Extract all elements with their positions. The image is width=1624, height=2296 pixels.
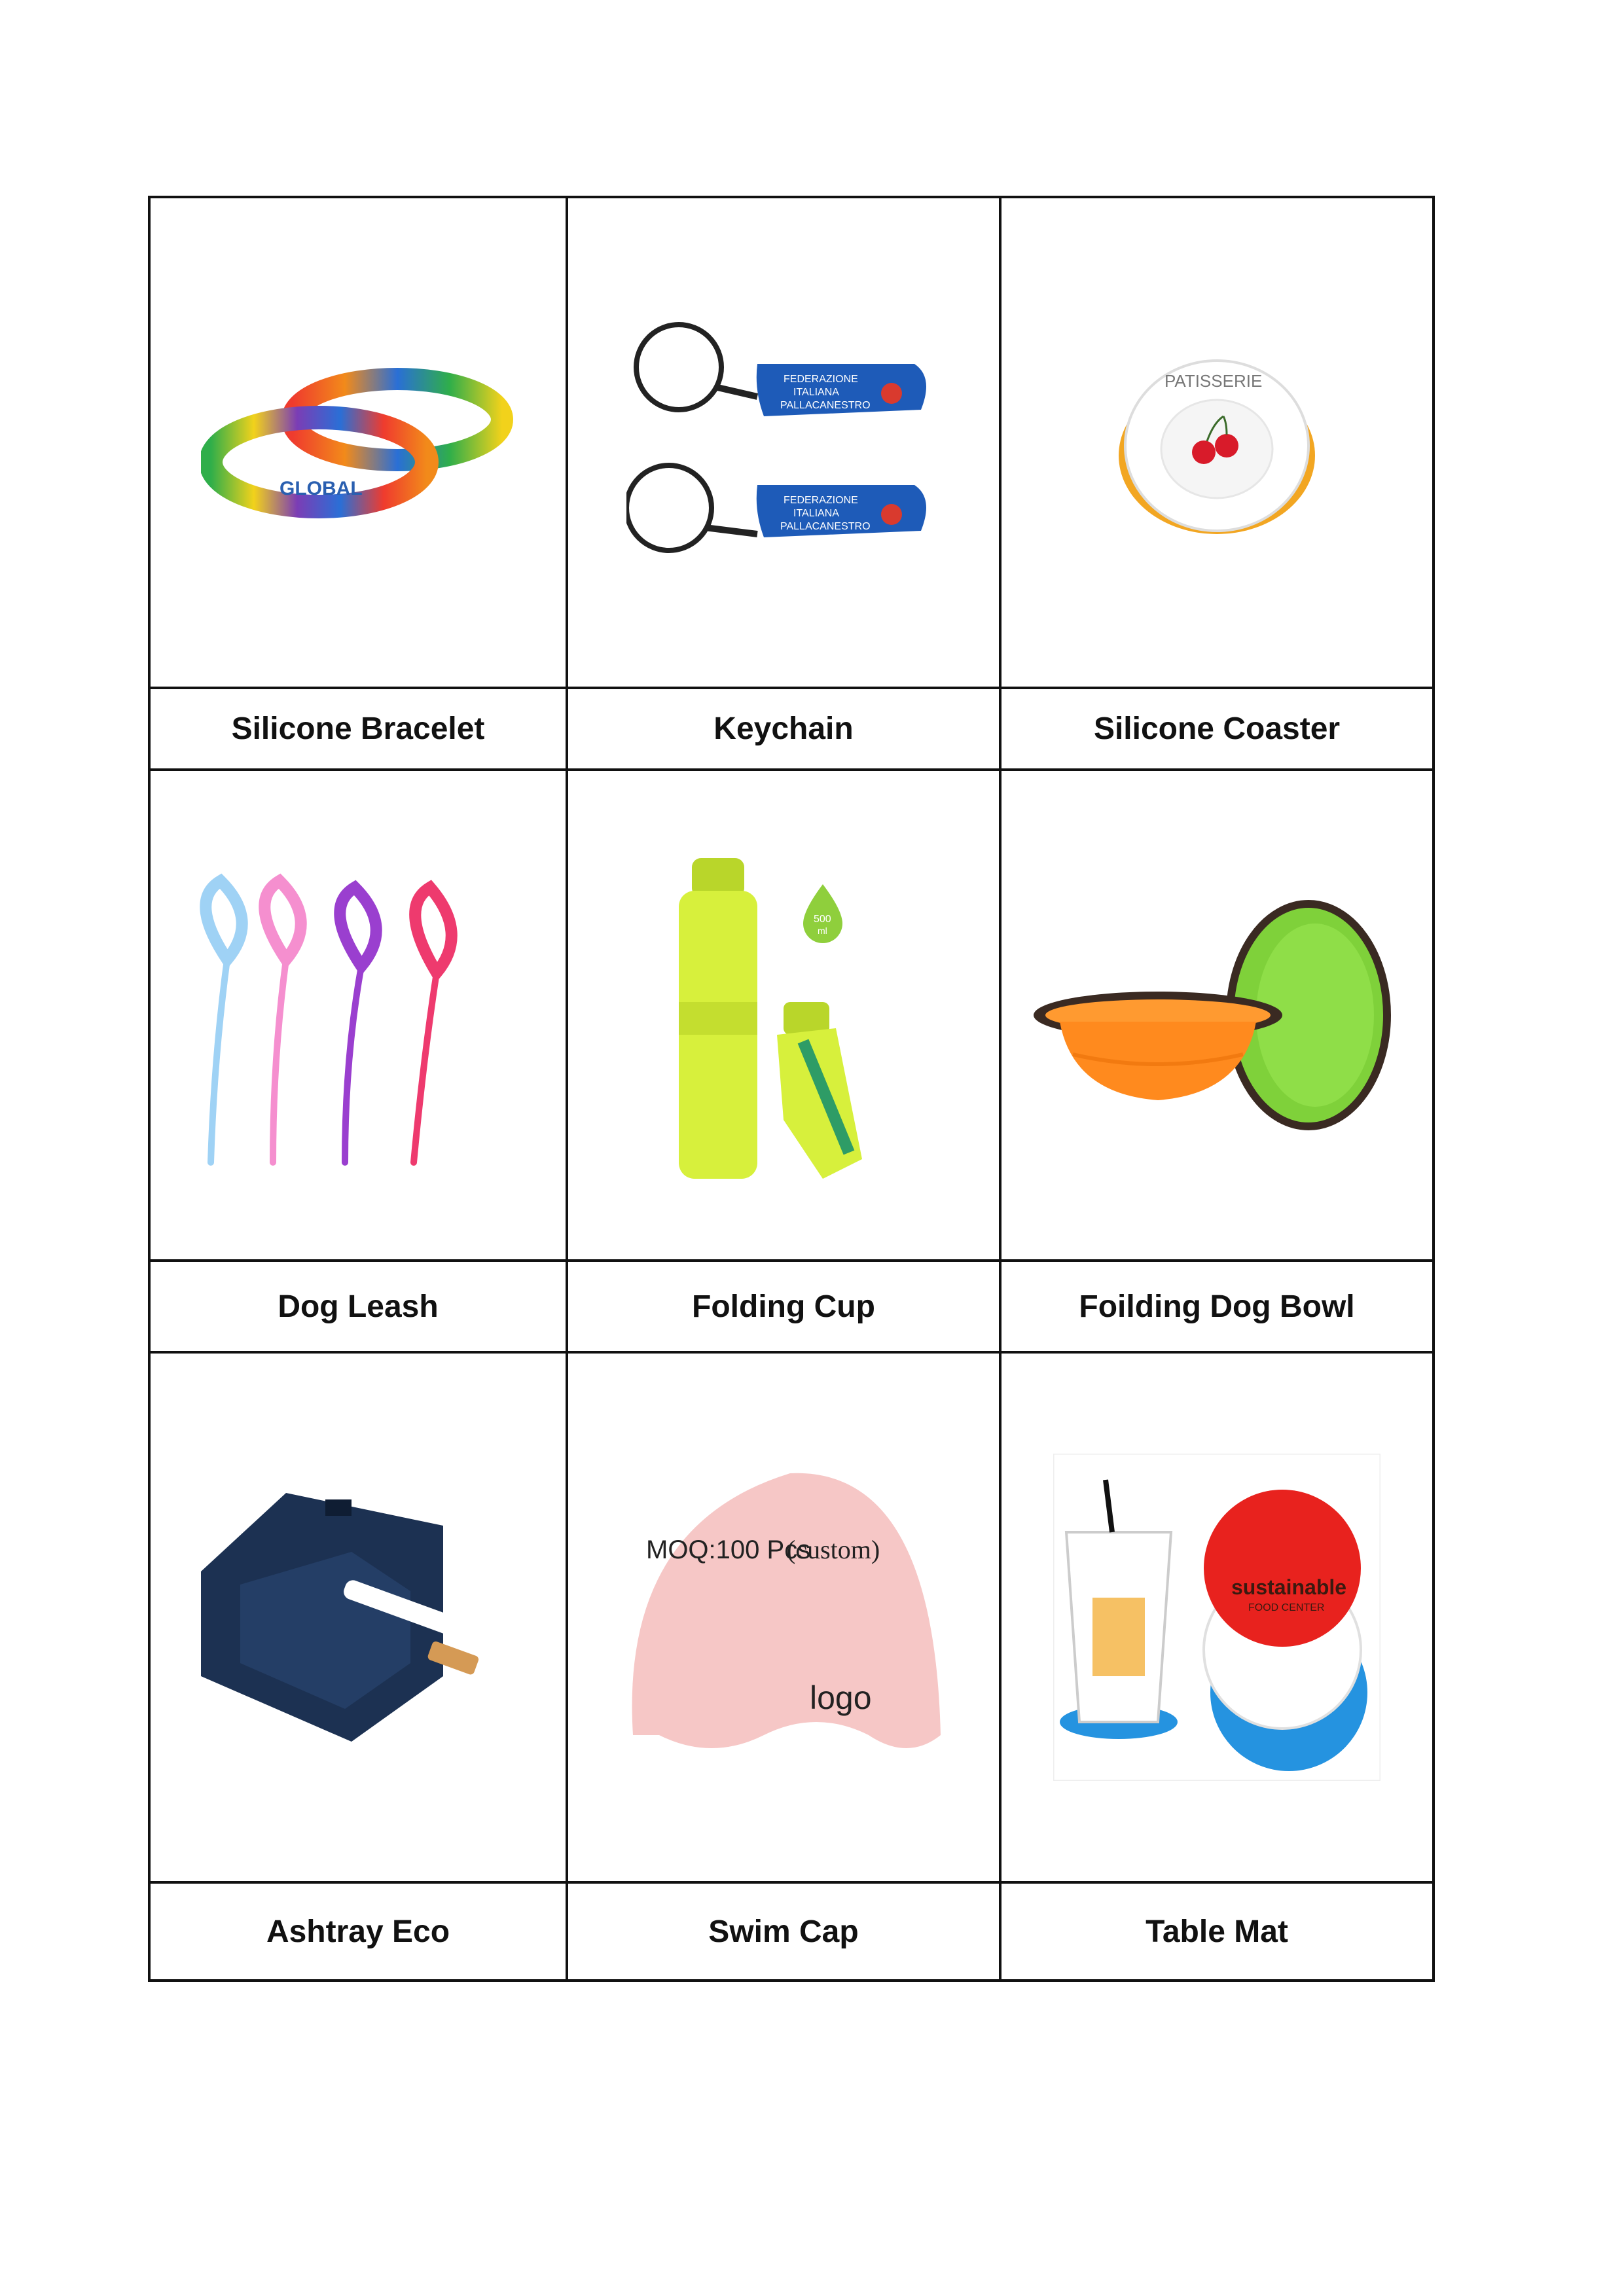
ashtray-image — [188, 1480, 528, 1755]
cup-capacity-unit: ml — [818, 925, 827, 936]
image-row-1 — [149, 197, 1434, 688]
keychain-text-2b: ITALIANA — [793, 508, 839, 519]
product-cell-swim-cap — [567, 1352, 1000, 1882]
product-label-folding-cup: Folding Cup — [567, 1261, 1000, 1352]
product-cell-dog-leash — [149, 770, 567, 1261]
coaster-text: PATISSERIE — [1164, 371, 1263, 391]
folding-cup-image — [653, 845, 914, 1185]
product-label-ashtray-eco: Ashtray Eco — [149, 1882, 567, 1981]
silicone-coaster-image — [1099, 325, 1335, 560]
mat-brand-text: sustainable — [1231, 1575, 1347, 1599]
folding-dog-bowl-image — [1034, 884, 1400, 1146]
keychain-text-1c: PALLACANESTRO — [780, 400, 871, 411]
product-label-dog-leash: Dog Leash — [149, 1261, 567, 1352]
label-row-1 — [149, 688, 1434, 770]
cup-capacity-number: 500 — [814, 914, 831, 925]
swim-cap-custom-text: (custom) — [787, 1535, 880, 1564]
product-label-table-mat: Table Mat — [1000, 1882, 1434, 1981]
product-label-keychain: Keychain — [567, 688, 1000, 770]
label-row-2 — [149, 1261, 1434, 1352]
product-cell-silicone-coaster — [1000, 197, 1434, 688]
keychain-image — [626, 312, 941, 573]
dog-leash-image — [181, 861, 535, 1169]
product-label-folding-dog-bowl: Foilding Dog Bowl — [1000, 1261, 1434, 1352]
product-cell-ashtray-eco — [149, 1352, 567, 1882]
table-mat-image — [1053, 1454, 1380, 1781]
product-cell-folding-dog-bowl — [1000, 770, 1434, 1261]
keychain-text-2a: FEDERAZIONE — [784, 495, 858, 506]
image-row-2 — [149, 770, 1434, 1261]
product-cell-table-mat — [1000, 1352, 1434, 1882]
product-label-silicone-bracelet: Silicone Bracelet — [149, 688, 567, 770]
product-label-silicone-coaster: Silicone Coaster — [1000, 688, 1434, 770]
bracelet-embossed-text: GLOBAL — [280, 478, 363, 499]
product-cell-keychain — [567, 197, 1000, 688]
keychain-text-1a: FEDERAZIONE — [784, 374, 858, 385]
swim-cap-moq-text: MOQ:100 Pcs — [646, 1535, 811, 1564]
keychain-text-2c: PALLACANESTRO — [780, 521, 871, 532]
mat-subbrand-text: FOOD CENTER — [1248, 1602, 1325, 1613]
keychain-text-1b: ITALIANA — [793, 387, 839, 398]
product-table — [148, 196, 1435, 1982]
label-row-3 — [149, 1882, 1434, 1981]
silicone-bracelet-image — [201, 357, 515, 528]
product-label-swim-cap: Swim Cap — [567, 1882, 1000, 1981]
image-row-3 — [149, 1352, 1434, 1882]
product-cell-silicone-bracelet — [149, 197, 567, 688]
swim-cap-logo-text: logo — [810, 1679, 872, 1716]
product-cell-folding-cup — [567, 770, 1000, 1261]
swim-cap-image — [620, 1460, 947, 1774]
